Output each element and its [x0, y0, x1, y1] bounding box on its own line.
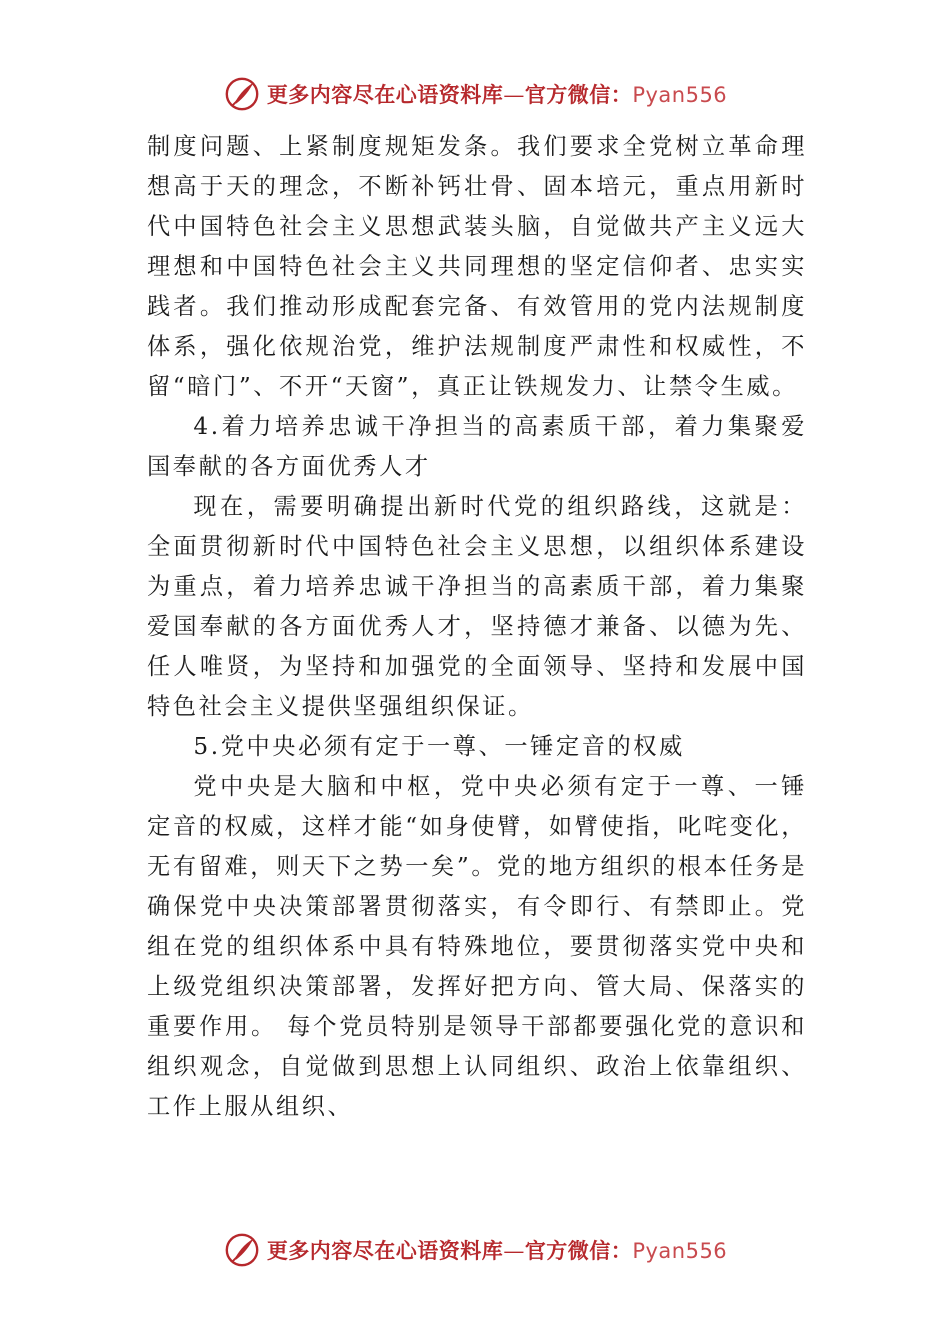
- section-heading-4: 4.着力培养忠诚干净担当的高素质干部，着力集聚爱国奉献的各方面优秀人才: [147, 413, 807, 480]
- footer-wechat-id: Pyan556: [632, 1239, 728, 1263]
- footer-separator: —: [503, 1239, 525, 1263]
- document-body: [147, 127, 807, 1127]
- footer-site: 更多内容尽在心语资料库: [266, 1238, 504, 1263]
- quill-logo-icon: [223, 1231, 261, 1269]
- footer-banner: [0, 1230, 950, 1270]
- section-heading-5: 5.党中央必须有定于一尊、一锤定音的权威: [193, 733, 685, 760]
- paragraph-central-authority: 党中央是大脑和中枢，党中央必须有定于一尊、一锤定音的权威，这样才能“如身使臂，如臂使指，叱咤变化，无有留难，则天下之势一矣”。党的地方组织的根本任务是确保党中央决策部署贯彻落实，有令即行、有禁即止。党组在党的组织体系中具有特殊地位，要贯彻落实党中央和上级党组织决策部署，发挥好把方向、管大局、保落实的重要作用。 每个党员特别是领导干部都要强化党的意识和组织观念，自觉做到思想上认同组织、政治上依靠组织、工作上服从组织、: [147, 773, 807, 1120]
- quill-logo-icon: [223, 75, 261, 113]
- header-banner: [0, 74, 950, 114]
- header-site: 更多内容尽在心语资料库: [266, 82, 504, 107]
- paragraph-organization-line: 现在，需要明确提出新时代党的组织路线，这就是：全面贯彻新时代中国特色社会主义思想，以组织体系建设为重点，着力培养忠诚干净担当的高素质干部，着力集聚爱国奉献的各方面优秀人才，坚持德才兼备、以德为先、任人唯贤，为坚持和加强党的全面领导、坚持和发展中国特色社会主义提供坚强组织保证。: [147, 493, 807, 720]
- header-wechat-id: Pyan556: [632, 83, 728, 107]
- footer-text: [267, 1235, 727, 1265]
- footer-wechat-label: 官方微信：: [524, 1238, 633, 1263]
- header-wechat-label: 官方微信：: [524, 82, 633, 107]
- header-separator: —: [503, 83, 525, 107]
- header-text: [267, 79, 727, 109]
- paragraph-continuation: 制度问题、上紧制度规矩发条。我们要求全党树立革命理想高于天的理念，不断补钙壮骨、固本培元，重点用新时代中国特色社会主义思想武装头脑，自觉做共产主义远大理想和中国特色社会主义共同理想的坚定信仰者、忠实实践者。我们推动形成配套完备、有效管用的党内法规制度体系，强化依规治党，维护法规制度严肃性和权威性，不留“暗门”、不开“天窗”，真正让铁规发力、让禁令生威。: [147, 133, 807, 400]
